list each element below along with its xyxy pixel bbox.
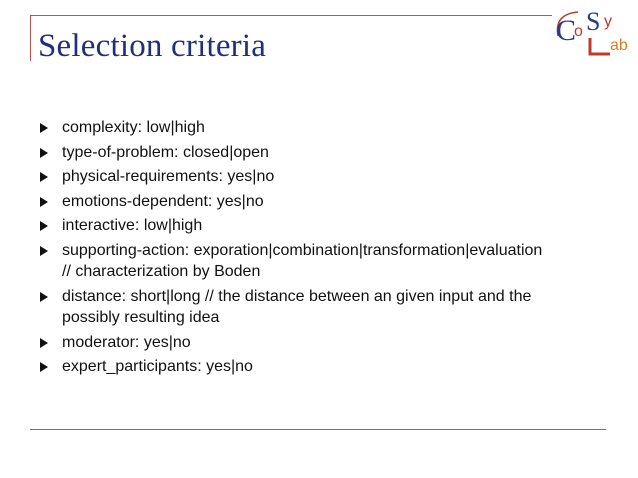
criteria-item-line: supporting-action: exporation|combination|transformation|evaluation: [62, 241, 543, 259]
criteria-list: [40, 117, 610, 381]
criteria-item: [40, 286, 610, 329]
logo-letter-s: S: [586, 7, 601, 36]
logo-letter-o: o: [574, 23, 583, 40]
criteria-item: [40, 240, 610, 283]
logo-l-shape: [590, 38, 610, 54]
criteria-item-line: interactive: low|high: [62, 217, 203, 234]
criteria-item-line: // characterization by Boden: [62, 263, 261, 280]
bullet-marker-icon: [40, 221, 48, 231]
bullet-marker-icon: [40, 197, 48, 207]
criteria-item: [40, 117, 610, 139]
criteria-item-line: possibly resulting idea: [62, 309, 220, 326]
criteria-item: [40, 142, 610, 164]
criteria-item-line: expert_participants: yes|no: [62, 358, 253, 375]
left-divider: [30, 15, 31, 61]
criteria-item-line: distance: short|long // the distance between an given input and the: [62, 287, 532, 305]
criteria-item-line: physical-requirements: yes|no: [62, 168, 275, 185]
bullet-marker-icon: [40, 123, 48, 133]
bullet-marker-icon: [40, 338, 48, 348]
logo-letter-c: C: [556, 14, 577, 47]
bullet-marker-icon: [40, 148, 48, 158]
bullet-marker-icon: [40, 292, 48, 302]
criteria-item: [40, 332, 610, 354]
top-divider: [30, 15, 552, 16]
logo-letters-ab: ab: [610, 37, 628, 54]
bullet-marker-icon: [40, 172, 48, 182]
criteria-item: [40, 356, 610, 378]
slide-title: Selection criteria: [38, 28, 267, 64]
logo-letter-y: y: [604, 13, 612, 30]
cosylab-logo: [552, 6, 632, 60]
criteria-item: [40, 191, 610, 213]
criteria-item-line: emotions-dependent: yes|no: [62, 192, 264, 210]
criteria-item: [40, 215, 610, 237]
criteria-item-line: type-of-problem: closed|open: [62, 143, 269, 161]
criteria-item: [40, 166, 610, 188]
bullet-marker-icon: [40, 362, 48, 372]
bottom-divider: [30, 429, 606, 430]
bullet-marker-icon: [40, 246, 48, 256]
criteria-item-line: complexity: low|high: [62, 119, 205, 136]
criteria-item-line: moderator: yes|no: [62, 333, 191, 351]
